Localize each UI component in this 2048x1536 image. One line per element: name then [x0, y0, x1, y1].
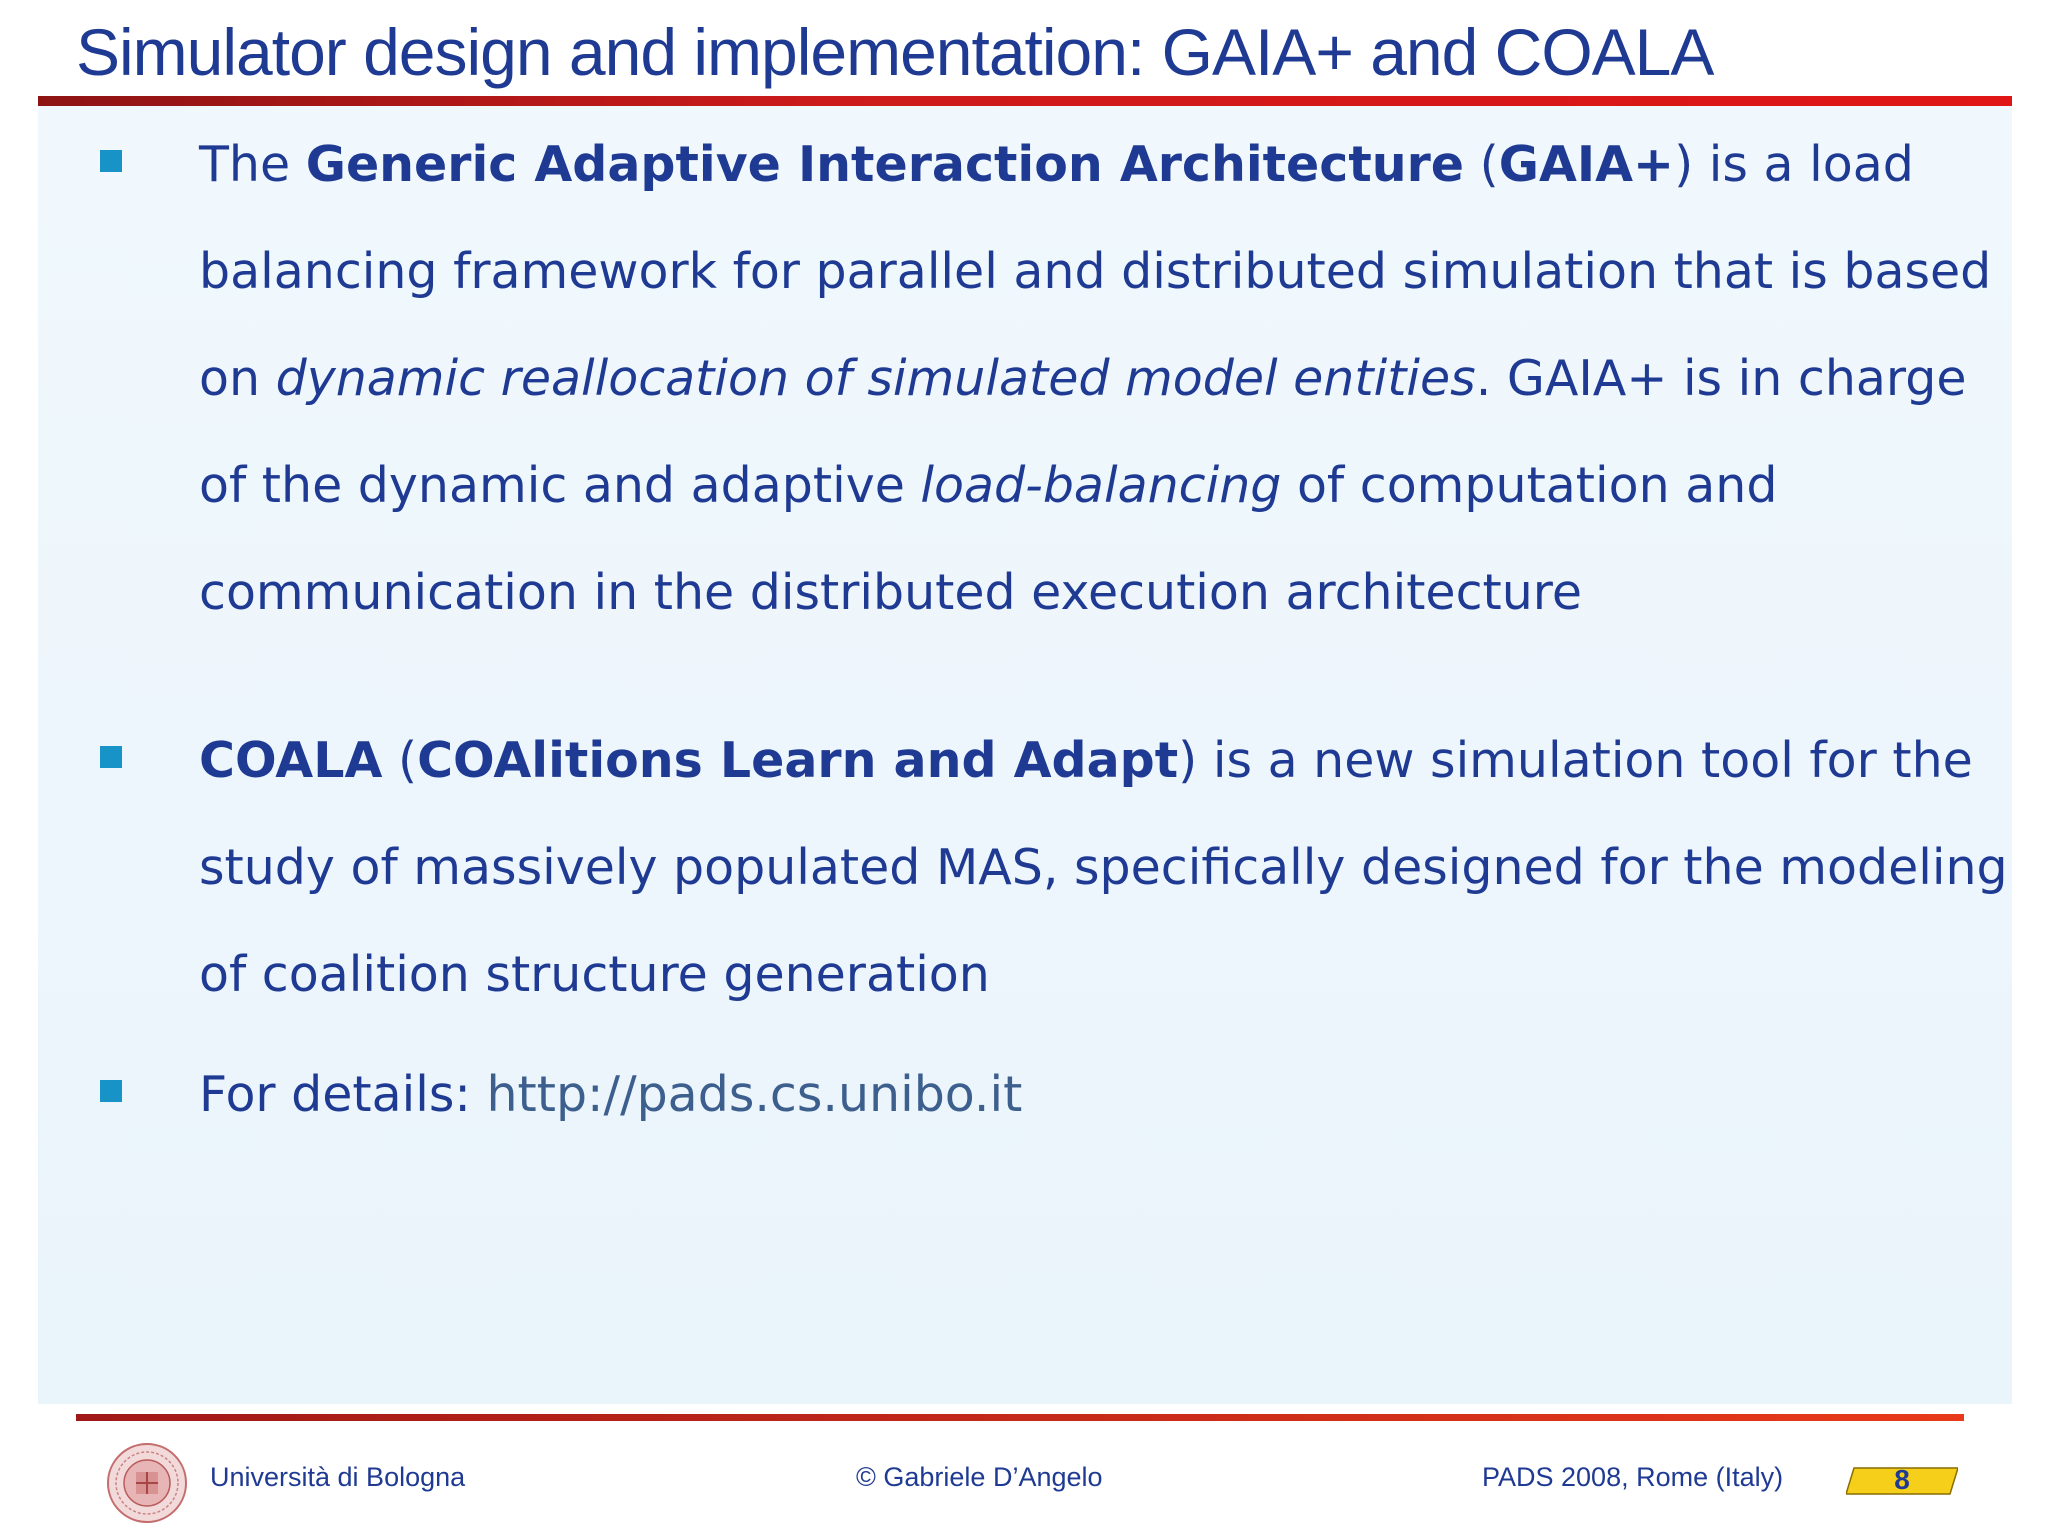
bold-term: Generic Adaptive Interaction Architecture: [305, 136, 1465, 193]
bold-term: COALA: [199, 732, 383, 789]
text-run: ) is a load balancing framework for parallel and distributed simulation that is based on: [199, 136, 1992, 407]
bullet-text: [199, 707, 2019, 1028]
text-run: The: [199, 136, 306, 193]
content-panel: [38, 106, 2012, 1404]
footer-copyright: © Gabriele D’Angelo: [856, 1462, 1103, 1492]
title-divider: [38, 96, 2012, 106]
university-seal-icon: [106, 1442, 188, 1524]
square-bullet-icon: [100, 1080, 122, 1102]
italic-term: dynamic reallocation of simulated model entities: [275, 350, 1476, 407]
bold-term: GAIA+: [1498, 136, 1675, 193]
footer-divider: [76, 1414, 1964, 1421]
footer-conference: PADS 2008, Rome (Italy): [1482, 1462, 1784, 1492]
bullet-text: [199, 1041, 2019, 1148]
square-bullet-icon: [100, 150, 122, 172]
bold-term: COAlitions Learn and Adapt: [417, 732, 1179, 789]
text-run: (: [1464, 136, 1499, 193]
page-number: 8: [1894, 1464, 1910, 1495]
details-link[interactable]: http://pads.cs.unibo.it: [486, 1066, 1023, 1123]
text-run: . GAIA+ is in charge of the dynamic and adaptive: [199, 350, 1967, 514]
text-run: ) is a new simulation tool for the study of massively populated MAS, specifically designed for the modeling of coalition structure generation: [199, 732, 2008, 1003]
footer-university: Università di Bologna: [210, 1462, 466, 1492]
square-bullet-icon: [100, 746, 122, 768]
italic-term: load-balancing: [920, 457, 1282, 514]
bullet-text: [199, 111, 2019, 646]
text-run: For details:: [199, 1066, 487, 1123]
text-run: of computation and communication in the distributed execution architecture: [199, 457, 1778, 621]
text-run: (: [382, 732, 418, 789]
slide-title: Simulator design and implementation: GAIA+ and COALA: [76, 15, 1714, 89]
